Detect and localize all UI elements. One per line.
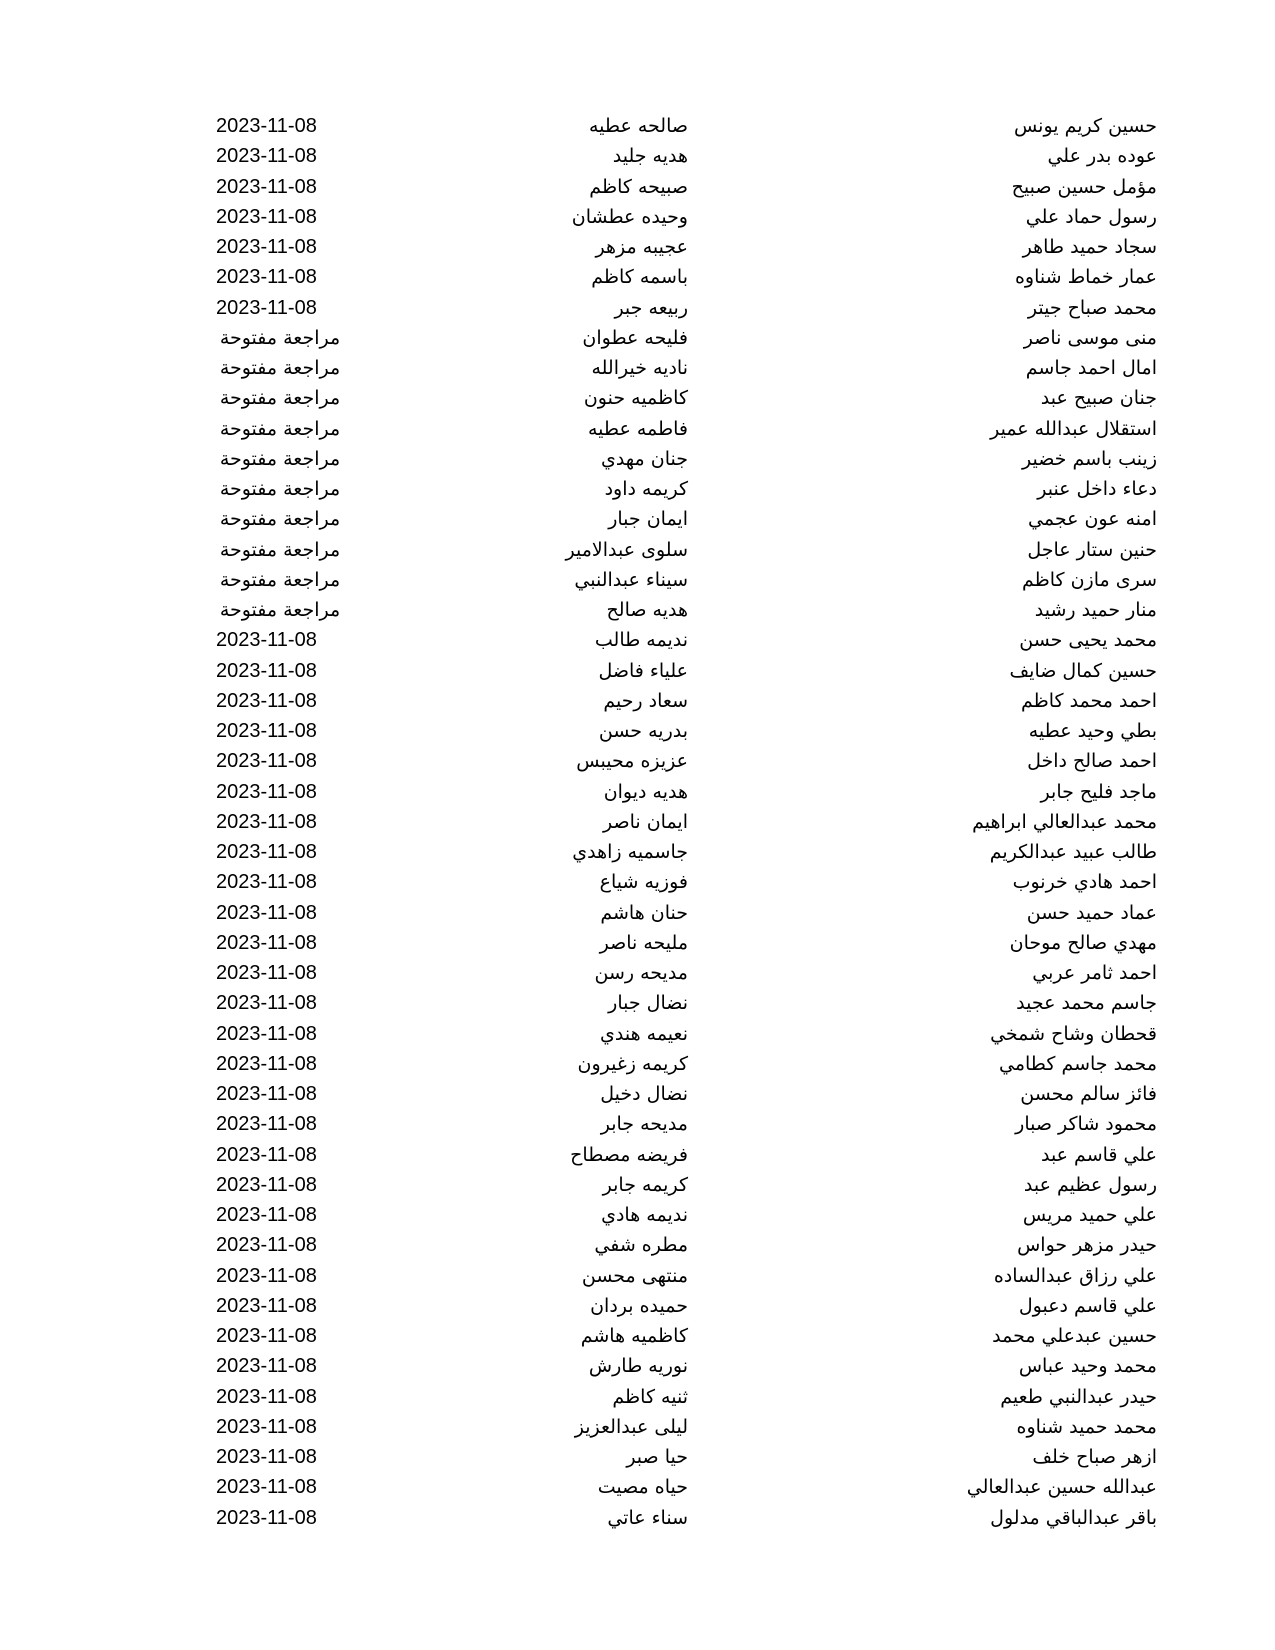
record-name: مهدي صالح موحان <box>1009 931 1157 954</box>
record-name: حيدر مزهر حواس <box>1017 1234 1157 1257</box>
table-row <box>0 656 1275 686</box>
record-name: امال احمد جاسم <box>1025 357 1157 379</box>
table-row <box>0 807 1275 837</box>
record-name: محمد صباح جيتر <box>1027 296 1157 319</box>
table-row <box>0 595 1275 625</box>
table-row <box>0 1261 1275 1291</box>
table-row <box>0 1140 1275 1170</box>
table-row <box>0 353 1275 383</box>
table-row <box>0 1019 1275 1049</box>
record-name: علي قاسم عبد <box>1040 1143 1157 1166</box>
record-status: 2023-11-08 <box>216 1234 317 1257</box>
record-status: مراجعة مفتوحة <box>219 538 341 561</box>
table-row <box>0 716 1275 746</box>
record-status: مراجعة مفتوحة <box>219 568 341 591</box>
record-status: 2023-11-08 <box>216 629 317 652</box>
record-mother-name: ثنيه كاظم <box>612 1385 688 1408</box>
record-status: مراجعة مفتوحة <box>219 447 341 470</box>
table-row <box>0 928 1275 958</box>
record-status: مراجعة مفتوحة <box>219 417 341 440</box>
record-status: 2023-11-08 <box>216 1173 317 1196</box>
record-name: علي حميد مريس <box>1022 1204 1157 1226</box>
record-mother-name: حنان هاشم <box>600 901 688 924</box>
table-row <box>0 172 1275 202</box>
record-name: احمد هادي خرنوب <box>1012 871 1157 894</box>
record-mother-name: وحيده عطشان <box>571 205 688 228</box>
record-name: حسين عبدعلي محمد <box>992 1325 1157 1347</box>
record-name: علي رزاق عبدالساده <box>993 1264 1157 1287</box>
record-status: 2023-11-08 <box>216 1355 317 1378</box>
record-name: محمد يحيى حسن <box>1019 629 1157 652</box>
table-row <box>0 444 1275 474</box>
record-name: عبدالله حسين عبدالعالي <box>966 1476 1157 1499</box>
record-name: زينب باسم خضير <box>1021 447 1157 470</box>
record-mother-name: حيا صبر <box>626 1446 688 1468</box>
record-name: منار حميد رشيد <box>1034 599 1157 621</box>
table-row <box>0 837 1275 867</box>
table-row <box>0 1291 1275 1321</box>
record-name: حنين ستار عاجل <box>1027 538 1157 561</box>
table-row <box>0 625 1275 655</box>
record-name: محمد جاسم كطامي <box>998 1052 1157 1075</box>
record-name: حيدر عبدالنبي طعيم <box>1000 1385 1157 1408</box>
record-mother-name: ناديه خيرالله <box>591 357 688 379</box>
table-row <box>0 988 1275 1018</box>
record-status: 2023-11-08 <box>216 1446 317 1468</box>
table-row <box>0 141 1275 171</box>
record-mother-name: ليلى عبدالعزيز <box>574 1415 688 1438</box>
table-row <box>0 1321 1275 1351</box>
table-row <box>0 746 1275 776</box>
record-name: سجاد حميد طاهر <box>1022 236 1157 258</box>
record-name: عوده بدر علي <box>1047 145 1157 168</box>
table-row <box>0 565 1275 595</box>
record-mother-name: منتهى محسن <box>581 1264 688 1287</box>
record-status: 2023-11-08 <box>216 115 317 137</box>
record-status: 2023-11-08 <box>216 1415 317 1438</box>
record-mother-name: صبيحه كاظم <box>589 175 688 198</box>
record-mother-name: كريمه زغيرون <box>577 1052 688 1075</box>
record-mother-name: علياء فاضل <box>598 659 688 682</box>
record-status: 2023-11-08 <box>216 871 317 894</box>
table-row <box>0 867 1275 897</box>
record-name: ماجد فليح جابر <box>1040 780 1157 803</box>
record-name: باقر عبدالباقي مدلول <box>990 1506 1157 1529</box>
record-status: 2023-11-08 <box>216 175 317 198</box>
table-row <box>0 262 1275 292</box>
record-mother-name: عجيبه مزهر <box>595 236 688 258</box>
record-name: طالب عبيد عبدالكريم <box>989 841 1157 863</box>
record-status: 2023-11-08 <box>216 901 317 924</box>
record-mother-name: فريضه مصطاح <box>570 1143 688 1166</box>
record-status: 2023-11-08 <box>216 205 317 228</box>
record-name: عمار خماط شناوه <box>1014 266 1157 289</box>
table-row <box>0 1079 1275 1109</box>
table-row <box>0 323 1275 353</box>
record-status: 2023-11-08 <box>216 689 317 712</box>
record-name: عماد حميد حسن <box>1026 901 1157 924</box>
record-mother-name: كاظميه هاشم <box>580 1325 688 1347</box>
table-row <box>0 1049 1275 1079</box>
table-row <box>0 293 1275 323</box>
record-mother-name: سناء عاتي <box>607 1506 688 1529</box>
record-name: دعاء داخل عنبر <box>1037 478 1157 500</box>
record-status: 2023-11-08 <box>216 1022 317 1045</box>
table-row <box>0 686 1275 716</box>
record-mother-name: صالحه عطيه <box>588 115 688 137</box>
record-status: 2023-11-08 <box>216 1506 317 1529</box>
record-name: محمد عبدالعالي ابراهيم <box>972 810 1157 833</box>
record-name: محمد حميد شناوه <box>1016 1415 1157 1438</box>
record-mother-name: فوزيه شياع <box>599 871 688 894</box>
table-row <box>0 898 1275 928</box>
record-mother-name: نعيمه هندي <box>600 1022 688 1045</box>
record-name: رسول عظيم عبد <box>1023 1173 1157 1196</box>
table-row <box>0 777 1275 807</box>
table-row <box>0 535 1275 565</box>
record-status: 2023-11-08 <box>216 236 317 258</box>
record-status: 2023-11-08 <box>216 1143 317 1166</box>
record-mother-name: فاطمه عطيه <box>587 417 688 440</box>
record-name: منى موسى ناصر <box>1023 326 1157 349</box>
record-name: علي قاسم دعبول <box>1018 1294 1157 1317</box>
record-name: امنه عون عجمي <box>1028 508 1157 531</box>
table-row <box>0 1200 1275 1230</box>
record-name: جاسم محمد عجيد <box>1016 992 1157 1015</box>
record-mother-name: نديمه هادي <box>601 1204 688 1226</box>
record-status: مراجعة مفتوحة <box>219 508 341 531</box>
record-mother-name: فليحه عطوان <box>582 326 688 349</box>
record-name: حسين كمال ضايف <box>1009 659 1157 682</box>
table-row <box>0 202 1275 232</box>
record-status: 2023-11-08 <box>216 145 317 168</box>
record-mother-name: نضال جبار <box>608 992 688 1015</box>
record-status: 2023-11-08 <box>216 780 317 803</box>
record-status: 2023-11-08 <box>216 1294 317 1317</box>
record-status: 2023-11-08 <box>216 296 317 319</box>
record-status: 2023-11-08 <box>216 841 317 863</box>
record-mother-name: كريمه جابر <box>602 1173 688 1196</box>
record-mother-name: هديه صالح <box>606 599 688 621</box>
record-name: محمد وحيد عباس <box>1018 1355 1157 1378</box>
record-status: مراجعة مفتوحة <box>219 357 341 379</box>
record-status: 2023-11-08 <box>216 750 317 773</box>
record-mother-name: نوريه طارش <box>588 1355 688 1378</box>
record-mother-name: ربيعه جبر <box>614 296 688 319</box>
table-row <box>0 1503 1275 1533</box>
record-status: 2023-11-08 <box>216 1052 317 1075</box>
table-row <box>0 232 1275 262</box>
table-row <box>0 383 1275 413</box>
table-row <box>0 1230 1275 1260</box>
record-status: 2023-11-08 <box>216 720 317 742</box>
record-mother-name: حياه مصيت <box>597 1476 688 1499</box>
record-name: فائز سالم محسن <box>1020 1083 1157 1105</box>
record-status: 2023-11-08 <box>216 931 317 954</box>
record-name: قحطان وشاح شمخي <box>990 1022 1157 1045</box>
table-row <box>0 111 1275 141</box>
record-name: احمد صالح داخل <box>1027 750 1157 773</box>
record-name: سرى مازن كاظم <box>1021 568 1157 591</box>
record-status: 2023-11-08 <box>216 992 317 1015</box>
record-mother-name: كريمه داود <box>604 478 688 500</box>
record-mother-name: جاسميه زاهدي <box>572 841 688 863</box>
record-name: استقلال عبدالله عمير <box>990 417 1157 440</box>
table-row <box>0 1442 1275 1472</box>
record-mother-name: مديحه جابر <box>600 1113 688 1136</box>
record-mother-name: مطره شفي <box>594 1234 688 1257</box>
table-row <box>0 414 1275 444</box>
record-name: بطي وحيد عطيه <box>1028 720 1157 742</box>
table-row <box>0 504 1275 534</box>
record-mother-name: سلوى عبدالامير <box>565 538 688 561</box>
record-mother-name: عزيزه محيبس <box>576 750 688 773</box>
record-status: مراجعة مفتوحة <box>219 478 341 500</box>
record-name: احمد ثامر عربي <box>1032 962 1157 984</box>
record-mother-name: مديحه رسن <box>594 962 688 984</box>
record-mother-name: نضال دخيل <box>600 1083 688 1105</box>
table-row <box>0 1412 1275 1442</box>
table-row <box>0 1472 1275 1502</box>
record-mother-name: بدريه حسن <box>598 720 688 742</box>
record-status: 2023-11-08 <box>216 1113 317 1136</box>
record-status: 2023-11-08 <box>216 1476 317 1499</box>
record-mother-name: سيناء عبدالنبي <box>574 568 688 591</box>
record-status: مراجعة مفتوحة <box>219 599 341 621</box>
record-status: مراجعة مفتوحة <box>219 387 341 410</box>
record-name: جنان صبيح عبد <box>1040 387 1157 410</box>
table-row <box>0 474 1275 504</box>
record-mother-name: هديه ديوان <box>603 780 688 803</box>
record-mother-name: ايمان جبار <box>608 508 688 531</box>
record-name: محمود شاكر صبار <box>1015 1113 1157 1136</box>
record-status: 2023-11-08 <box>216 1083 317 1105</box>
records-table <box>0 111 1275 1533</box>
record-mother-name: ايمان ناصر <box>602 810 688 833</box>
record-name: مؤمل حسين صبيح <box>1011 175 1157 198</box>
record-status: 2023-11-08 <box>216 1385 317 1408</box>
record-mother-name: هديه جليد <box>612 145 688 168</box>
record-mother-name: نديمه طالب <box>594 629 688 652</box>
record-name: ازهر صباح خلف <box>1032 1446 1157 1468</box>
record-status: 2023-11-08 <box>216 810 317 833</box>
record-status: 2023-11-08 <box>216 962 317 984</box>
record-status: 2023-11-08 <box>216 1264 317 1287</box>
record-mother-name: كاظميه حنون <box>583 387 688 410</box>
table-row <box>0 1170 1275 1200</box>
table-row <box>0 1382 1275 1412</box>
record-mother-name: باسمه كاظم <box>591 266 688 289</box>
record-status: 2023-11-08 <box>216 1204 317 1226</box>
record-mother-name: حميده بردان <box>590 1294 688 1317</box>
record-status: 2023-11-08 <box>216 659 317 682</box>
table-row <box>0 958 1275 988</box>
record-mother-name: مليحه ناصر <box>599 931 688 954</box>
record-status: 2023-11-08 <box>216 266 317 289</box>
record-mother-name: جنان مهدي <box>600 447 688 470</box>
table-row <box>0 1109 1275 1139</box>
record-name: رسول حماد علي <box>1025 205 1157 228</box>
record-mother-name: سعاد رحيم <box>603 689 688 712</box>
record-name: حسين كريم يونس <box>1013 115 1157 137</box>
table-row <box>0 1351 1275 1381</box>
record-status: مراجعة مفتوحة <box>219 326 341 349</box>
record-name: احمد محمد كاظم <box>1020 689 1157 712</box>
record-status: 2023-11-08 <box>216 1325 317 1347</box>
